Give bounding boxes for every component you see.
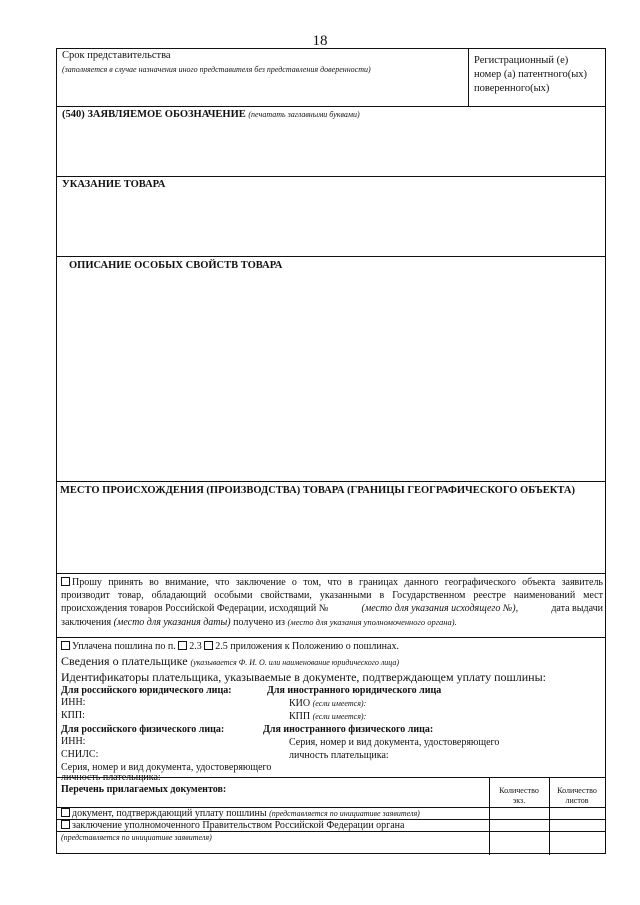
- ru-person-doc-l1: Серия, номер и вид документа, удостоверяющего: [61, 762, 272, 773]
- attachment-2-checkbox[interactable]: [61, 820, 70, 829]
- ru-legal-kpp: КПП:: [61, 710, 85, 721]
- col-copies-l2: экз.: [512, 796, 526, 805]
- fee-2-3-checkbox[interactable]: [178, 641, 187, 650]
- registration-label-l2: номер (а) патентного(ых): [474, 69, 588, 80]
- ru-person-label: Для российского физического лица:: [61, 724, 225, 735]
- attachment-row-2: [61, 820, 404, 832]
- kio-note: (если имеется):: [312, 699, 367, 708]
- attachment-2-note: (представляется по инициативе заявителя): [61, 833, 212, 842]
- attachment-row-1: [61, 808, 420, 820]
- conclusion-checkbox[interactable]: [61, 577, 70, 586]
- fee-section: [57, 638, 605, 783]
- fee-paid-checkbox[interactable]: [61, 641, 70, 650]
- representative-section: [57, 49, 605, 107]
- designation-code: (540): [62, 109, 85, 120]
- fee-paid-a: Уплачена пошлина по п.: [72, 641, 176, 652]
- origin-title: МЕСТО ПРОИСХОЖДЕНИЯ (ПРОИЗВОДСТВА) ТОВАРА (ГРАНИЦЫ ГЕОГРАФИЧЕСКОГО ОБЪЕКТА): [60, 485, 575, 496]
- foreign-person-doc-l1: Серия, номер и вид документа, удостоверяющего: [289, 737, 500, 748]
- designation-note: (печатать заглавными буквами): [248, 110, 360, 119]
- conclusion-line1: Прошу принять во внимание, что заключение о том, что в границах данного географического объекта заявитель: [72, 577, 603, 588]
- fee-paid-b: 2.3: [189, 641, 202, 652]
- conclusion-line3a: происхождения товаров Российской Федерации, исходящий №: [61, 603, 329, 614]
- attachments-section: [57, 778, 605, 855]
- goods-title: УКАЗАНИЕ ТОВАРА: [62, 179, 166, 190]
- foreign-kpp-label: КПП: [289, 711, 311, 722]
- representative-note: (заполняется в случае назначения иного представителя без представления доверенности): [62, 65, 371, 74]
- conclusion-line4b: (место для указания даты): [113, 617, 231, 628]
- conclusion-section: [57, 574, 605, 638]
- foreign-person-doc-l2: личность плательщика:: [289, 750, 389, 761]
- col-copies-l1: Количество: [499, 786, 539, 795]
- page-number: 18: [312, 33, 328, 49]
- application-form: [56, 48, 606, 854]
- conclusion-line4d: (место для указания уполномоченного органа).: [287, 617, 457, 627]
- origin-section[interactable]: [57, 482, 605, 574]
- designation-title: ЗАЯВЛЯЕМОЕ ОБОЗНАЧЕНИЕ: [87, 109, 246, 120]
- payer-ids-title: Идентификаторы плательщика, указываемые в документе, подтверждающем уплату пошлины:: [61, 670, 546, 684]
- payer-note: (указывается Ф. И. О. или наименование юридического лица): [190, 658, 400, 667]
- registration-label-l1: Регистрационный (е): [474, 55, 569, 66]
- conclusion-line4c: получено из: [233, 617, 285, 628]
- registration-label-l3: поверенного(ых): [474, 83, 550, 94]
- representative-term-label: Срок представительства: [62, 50, 171, 61]
- conclusion-line2: производит товар, обладающий особыми свойствами, указанными в Государственном реестре наименований мест: [61, 590, 603, 601]
- ru-legal-label: Для российского юридического лица:: [61, 685, 232, 696]
- conclusion-line3c: дата выдачи: [551, 603, 603, 614]
- attachment-1-label: документ, подтверждающий уплату пошлины: [72, 808, 267, 819]
- attachment-1-note: (представляется по инициативе заявителя): [269, 809, 420, 818]
- fee-2-5-checkbox[interactable]: [204, 641, 213, 650]
- designation-section[interactable]: [57, 107, 605, 177]
- kio-label: КИО: [289, 698, 311, 709]
- conclusion-line4a: заключения: [61, 617, 112, 628]
- payer-title: Сведения о плательщике: [61, 654, 188, 668]
- ru-legal-inn: ИНН:: [61, 697, 86, 708]
- foreign-kpp-note: (если имеется):: [312, 712, 367, 721]
- properties-title: ОПИСАНИЕ ОСОБЫХ СВОЙСТВ ТОВАРА: [69, 260, 283, 271]
- properties-section[interactable]: [57, 257, 605, 482]
- col-sheets-l1: Количество: [557, 786, 597, 795]
- ru-person-inn: ИНН:: [61, 736, 86, 747]
- conclusion-line3b: (место для указания исходящего №),: [361, 603, 519, 614]
- attachments-title: Перечень прилагаемых документов:: [61, 784, 227, 795]
- col-sheets-l2: листов: [565, 796, 589, 805]
- attachment-2-label: заключение уполномоченного Правительством Российской Федерации органа: [72, 820, 405, 831]
- foreign-legal-label: Для иностранного юридического лица: [267, 685, 442, 696]
- goods-section[interactable]: [57, 177, 605, 257]
- attachment-1-checkbox[interactable]: [61, 808, 70, 817]
- foreign-person-label: Для иностранного физического лица:: [263, 724, 434, 735]
- ru-person-snils: СНИЛС:: [61, 749, 99, 760]
- ru-person-doc-l2: личность плательщика:: [61, 772, 161, 783]
- fee-paid-c: 2.5 приложения к Положению о пошлинах.: [215, 641, 399, 652]
